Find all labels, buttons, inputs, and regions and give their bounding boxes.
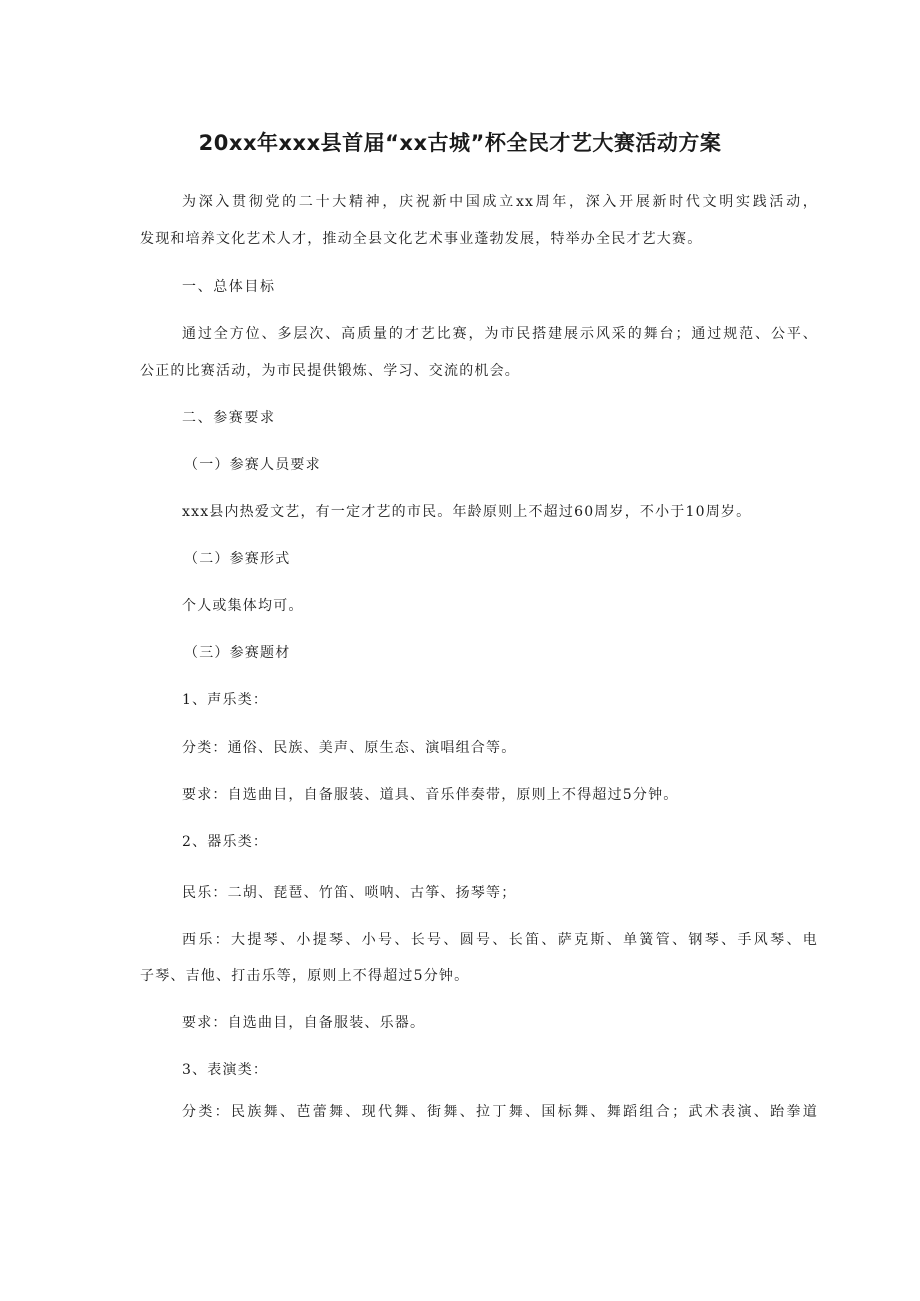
item-performance-heading: 3、表演类：	[182, 1062, 269, 1078]
goal-paragraph-line-1: 通过全方位、多层次、高质量的才艺比赛，为市民搭建展示风采的舞台；通过规范、公平、	[182, 326, 818, 342]
intro-paragraph-line-2: 发现和培养文化艺术人才，推动全县文化艺术事业蓬勃发展，特举办全民才艺大赛。	[140, 231, 703, 247]
subheading-themes: （三）参赛题材	[184, 645, 291, 661]
western-instruments-line-1: 西乐：大提琴、小提琴、小号、长号、圆号、长笛、萨克斯、单簧管、钢琴、手风琴、电	[182, 932, 818, 948]
item-vocal-heading: 1、声乐类：	[182, 692, 269, 708]
goal-paragraph-line-2: 公正的比赛活动，为市民提供锻炼、学习、交流的机会。	[140, 363, 520, 379]
subheading-format: （二）参赛形式	[184, 551, 291, 567]
document-title: 20xx年xxx县首届“xx古城”杯全民才艺大赛活动方案	[198, 131, 722, 155]
vocal-requirements: 要求：自选曲目，自备服装、道具、音乐伴奏带，原则上不得超过5分钟。	[182, 787, 679, 803]
folk-instruments: 民乐：二胡、琵琶、竹笛、唢呐、古筝、扬琴等；	[182, 885, 517, 901]
vocal-categories: 分类：通俗、民族、美声、原生态、演唱组合等。	[182, 740, 517, 756]
format-paragraph: 个人或集体均可。	[182, 598, 304, 614]
item-instrumental-heading: 2、器乐类：	[182, 834, 269, 850]
instrumental-requirements: 要求：自选曲目，自备服装、乐器。	[182, 1015, 426, 1031]
section-heading-requirements: 二、参赛要求	[182, 410, 276, 426]
performance-categories: 分类：民族舞、芭蕾舞、现代舞、街舞、拉丁舞、国标舞、舞蹈组合；武术表演、跆拳道	[182, 1104, 818, 1120]
western-instruments-line-2: 子琴、吉他、打击乐等，原则上不得超过5分钟。	[140, 968, 470, 984]
section-heading-general-goal: 一、总体目标	[182, 279, 276, 295]
participants-paragraph: xxx县内热爱文艺，有一定才艺的市民。年龄原则上不超过60周岁，不小于10周岁。	[182, 504, 752, 520]
subheading-participants: （一）参赛人员要求	[184, 457, 321, 473]
intro-paragraph-line-1: 为深入贯彻党的二十大精神，庆祝新中国成立xx周年，深入开展新时代文明实践活动，	[182, 194, 818, 210]
